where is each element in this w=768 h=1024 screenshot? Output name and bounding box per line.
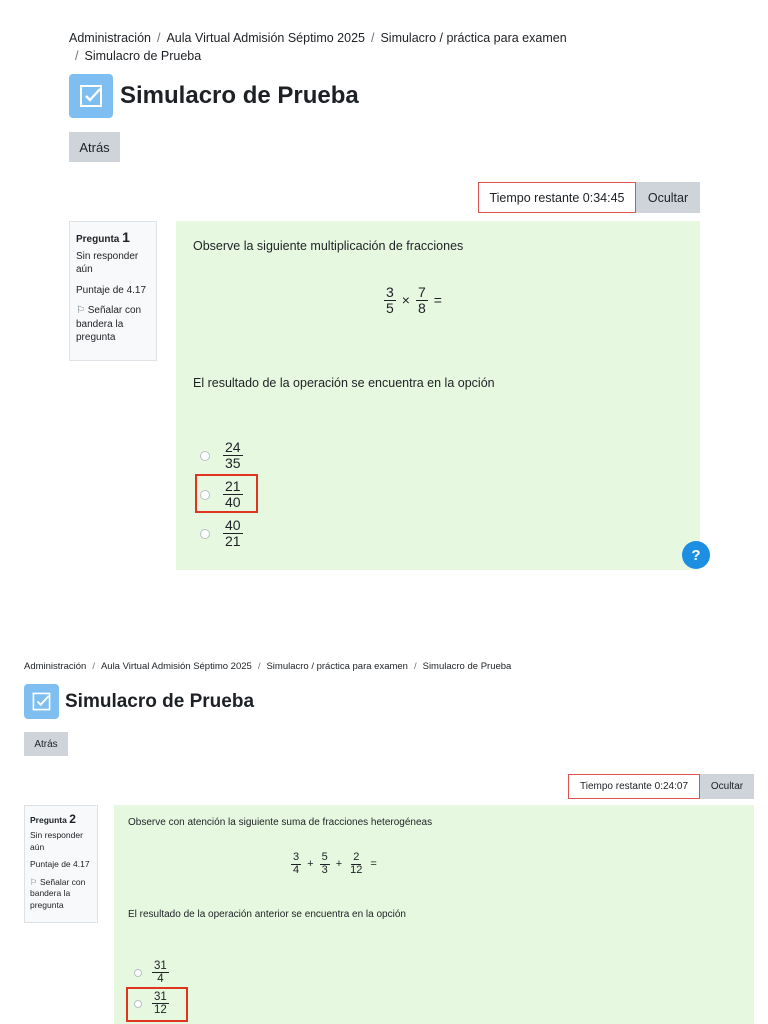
fraction: $\frac{5}{3}$: [321, 851, 328, 876]
timer-bar: [478, 182, 700, 213]
hide-timer-button[interactable]: Ocultar: [700, 774, 754, 799]
fraction: $\frac{3}{5}$: [386, 284, 394, 316]
time-remaining: Tiempo restante 0:24:07: [568, 774, 700, 799]
flag-icon: ⚐: [76, 305, 85, 317]
flag-question-label: Señalar con bandera la pregunta: [76, 305, 142, 344]
answer-fraction: $\frac{40}{21}$: [225, 517, 241, 549]
answer-radio[interactable]: [200, 451, 210, 461]
checkbox-square-icon: [24, 684, 59, 719]
answer-radio[interactable]: [200, 529, 210, 539]
fraction: $\frac{7}{8}$: [417, 284, 426, 316]
page-title: Simulacro de Prueba: [65, 690, 255, 712]
answer-fraction: $\frac{24}{35}$: [225, 439, 241, 471]
breadcrumb-item[interactable]: Simulacro / práctica para examen: [266, 661, 408, 672]
question-info: [24, 805, 98, 923]
breadcrumb-item[interactable]: Aula Virtual Admisión Séptimo 2025: [100, 661, 252, 672]
breadcrumb-item[interactable]: Aula Virtual Admisión Séptimo 2025: [166, 31, 365, 45]
operator: +: [307, 858, 314, 871]
breadcrumb-item[interactable]: Simulacro de Prueba: [84, 48, 202, 63]
answer-fraction: $\frac{31}{12}$: [154, 990, 167, 1016]
answer-option[interactable]: [134, 987, 169, 1020]
breadcrumb: Administración / Aula Virtual Admisión Séptimo 2025 / Simulacro / práctica para examen / Simulacro de Prueba: [24, 661, 512, 672]
operator: =: [370, 858, 377, 871]
page-header: [24, 684, 254, 719]
question-content: [176, 221, 700, 570]
operator: ×: [401, 292, 410, 309]
answer-fraction: $\frac{31}{4}$: [154, 959, 167, 985]
page-title: Simulacro de Prueba: [120, 82, 359, 109]
breadcrumb: Administración / Aula Virtual Admisión Séptimo 2025 / Simulacro / práctica para examen / Simulacro de Prueba: [69, 31, 567, 63]
breadcrumb-item[interactable]: Administración: [24, 661, 87, 672]
question-prompt: Observe con atención la siguiente suma de fracciones heterogéneas: [128, 817, 433, 828]
breadcrumb-item[interactable]: Simulacro de Prueba: [422, 661, 512, 672]
question-formula: [384, 285, 444, 315]
question-prompt: Observe la siguiente multiplicación de fracciones: [193, 239, 464, 253]
timer-bar: [568, 774, 754, 799]
answer-option[interactable]: [200, 475, 243, 514]
question-number-value: 2: [69, 812, 76, 826]
question-status: Sin responder aún: [76, 250, 139, 276]
question-formula: [291, 852, 379, 876]
flag-question-link[interactable]: [76, 304, 150, 345]
answer-radio[interactable]: [134, 1000, 142, 1008]
flag-icon: ⚐: [30, 876, 38, 887]
question-circle-icon[interactable]: ?: [682, 541, 710, 569]
answer-fraction: $\frac{21}{40}$: [225, 478, 241, 510]
operator: +: [335, 858, 343, 871]
question-instruction: El resultado de la operación se encuentra en la opción: [193, 376, 495, 390]
question-instruction: El resultado de la operación anterior se encuentra en la opción: [128, 909, 406, 920]
question-number-value: 1: [122, 229, 130, 245]
fraction: $\frac{2}{12}$: [350, 851, 363, 876]
checkbox-square-icon: [69, 74, 113, 118]
answer-list: [200, 436, 243, 553]
answer-list: [134, 958, 169, 1020]
answer-radio[interactable]: [200, 490, 210, 500]
answer-radio[interactable]: [134, 969, 142, 977]
question-info: [69, 221, 157, 361]
answer-option[interactable]: [200, 436, 243, 475]
time-remaining: Tiempo restante 0:34:45: [478, 182, 636, 213]
answer-option[interactable]: [134, 958, 169, 987]
page-header: [69, 74, 359, 118]
question-grade: Puntaje de 4.17: [76, 284, 147, 296]
operator: =: [433, 292, 442, 309]
back-button[interactable]: Atrás: [24, 732, 68, 756]
breadcrumb-item[interactable]: Administración: [69, 31, 151, 45]
fraction: $\frac{3}{4}$: [293, 851, 300, 876]
question-grade: Puntaje de 4.17: [30, 859, 90, 870]
question-number: Pregunta 2: [30, 812, 76, 826]
screenshot-question-2: [0, 650, 768, 1024]
answer-option[interactable]: [200, 514, 243, 553]
question-content: [114, 805, 754, 1024]
question-number: Pregunta 1: [76, 229, 130, 245]
flag-question-link[interactable]: [30, 877, 92, 911]
flag-question-label: Señalar con bandera la pregunta: [30, 876, 86, 910]
hide-timer-button[interactable]: Ocultar: [636, 182, 700, 213]
breadcrumb-item[interactable]: Simulacro / práctica para examen: [380, 31, 567, 45]
back-button[interactable]: Atrás: [69, 132, 120, 162]
question-status: Sin responder aún: [30, 830, 83, 852]
